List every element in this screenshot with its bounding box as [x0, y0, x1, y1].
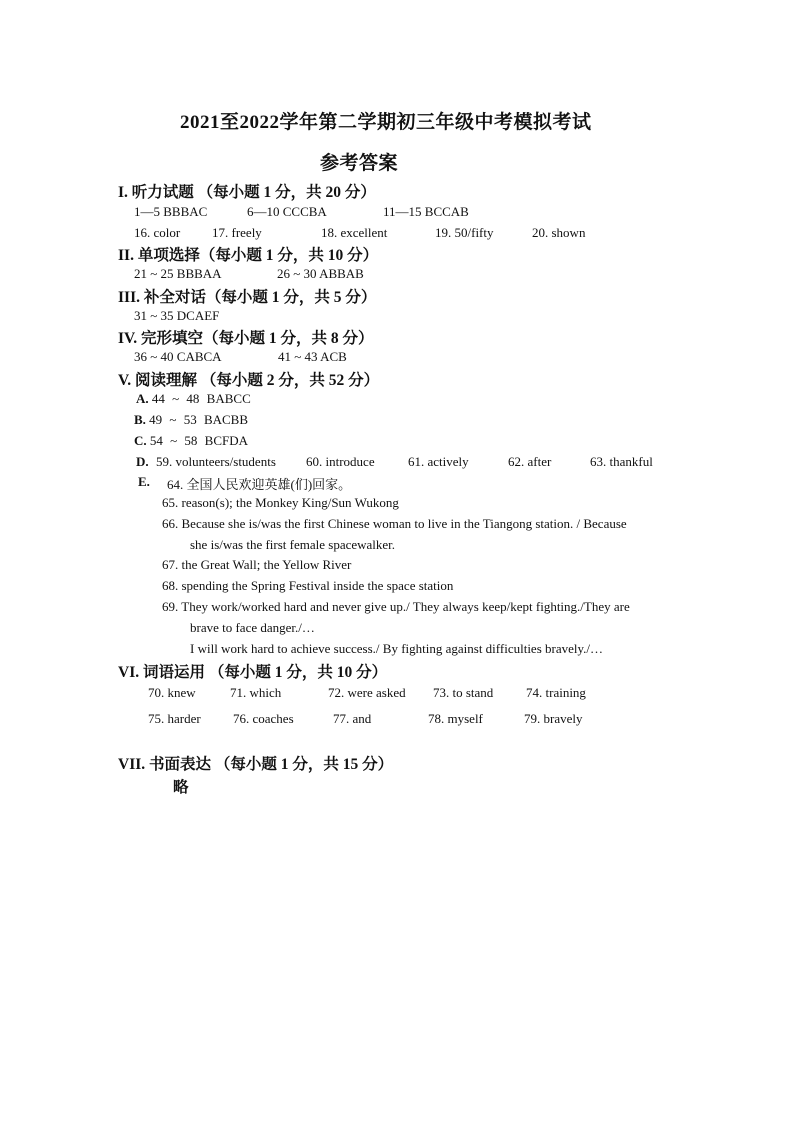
answer-item: 17. freely	[212, 225, 262, 240]
answer-66-line-2: she is/was the first female spacewalker.	[190, 537, 396, 552]
part-a	[136, 391, 251, 407]
answer-item: 6—10 CCCBA	[247, 204, 327, 219]
answer-item: 77. and	[333, 711, 372, 726]
section-6-heading: VI. 词语运用 （每小题 1 分，共 10 分）	[118, 664, 388, 681]
section-7-heading: VII. 书面表达 （每小题 1 分，共 15 分）	[118, 756, 394, 773]
section-2-heading: II. 单项选择（每小题 1 分，共 10 分）	[118, 247, 379, 264]
answer-item: 70. knew	[148, 685, 196, 700]
answer-item: 72. were asked	[328, 685, 406, 700]
answer-item: 78. myself	[428, 711, 483, 726]
answer-item: 63. thankful	[590, 454, 653, 469]
answer-item: 44 ~ 48 BABCC	[151, 391, 251, 406]
answer-69-line-3: I will work hard to achieve success./ By fighting against difficulties bravely./…	[190, 641, 604, 656]
answer-item: 16. color	[134, 225, 181, 240]
answer-item: 31 ~ 35 DCAEF	[134, 308, 220, 323]
part-c-label: C.	[134, 433, 147, 448]
answer-item: 36 ~ 40 CABCA	[134, 349, 222, 364]
answer-item: 74. training	[526, 685, 586, 700]
answer-item: 21 ~ 25 BBBAA	[134, 266, 222, 281]
answer-item: 75. harder	[148, 711, 201, 726]
answer-69-line-1: 69. They work/worked hard and never give up./ They always keep/kept fighting./They are	[162, 599, 630, 614]
answer-69-line-2: brave to face danger./…	[190, 620, 315, 635]
part-b-label: B.	[134, 412, 146, 427]
answer-item: 76. coaches	[233, 711, 294, 726]
section-3-heading: III. 补全对话（每小题 1 分，共 5 分）	[118, 289, 377, 306]
answer-item: 20. shown	[532, 225, 586, 240]
answer-item: 71. which	[230, 685, 282, 700]
answer-65: 65. reason(s); the Monkey King/Sun Wukong	[162, 495, 399, 510]
answer-item: 1—5 BBBAC	[134, 204, 208, 219]
answer-item: 59. volunteers/students	[156, 454, 276, 469]
answer-item: 18. excellent	[321, 225, 388, 240]
answer-item: 54 ~ 58 BCFDA	[149, 433, 249, 448]
answer-item: 79. bravely	[524, 711, 583, 726]
section-5-heading: V. 阅读理解 （每小题 2 分，共 52 分）	[118, 372, 380, 389]
part-e-label: E.	[138, 474, 150, 489]
page-title: 2021至2022学年第二学期初三年级中考模拟考试	[180, 112, 592, 133]
answer-66-line-1: 66. Because she is/was the first Chinese woman to live in the Tiangong station. / Because	[162, 516, 627, 531]
part-d-label: D.	[136, 454, 149, 469]
section-4-heading: IV. 完形填空（每小题 1 分，共 8 分）	[118, 330, 374, 347]
part-b	[134, 412, 248, 428]
answer-item: 60. introduce	[306, 454, 375, 469]
section-7-note: 略	[173, 779, 189, 796]
page-subtitle: 参考答案	[320, 153, 399, 174]
answer-item: 62. after	[508, 454, 552, 469]
answer-item: 26 ~ 30 ABBAB	[277, 266, 364, 281]
answer-item: 49 ~ 53 BACBB	[149, 412, 249, 427]
answer-67: 67. the Great Wall; the Yellow River	[162, 557, 352, 572]
answer-64: 64. 全国人民欢迎英雄(们)回家。	[167, 477, 352, 492]
answer-item: 19. 50/fifty	[435, 225, 494, 240]
answer-item: 73. to stand	[433, 685, 494, 700]
part-a-label: A.	[136, 391, 149, 406]
answer-item: 41 ~ 43 ACB	[278, 349, 347, 364]
answer-68: 68. spending the Spring Festival inside the space station	[162, 578, 454, 593]
answer-item: 11—15 BCCAB	[383, 204, 469, 219]
section-1-heading: I. 听力试题 （每小题 1 分，共 20 分）	[118, 184, 376, 201]
answer-item: 61. actively	[408, 454, 469, 469]
part-c	[134, 433, 248, 449]
